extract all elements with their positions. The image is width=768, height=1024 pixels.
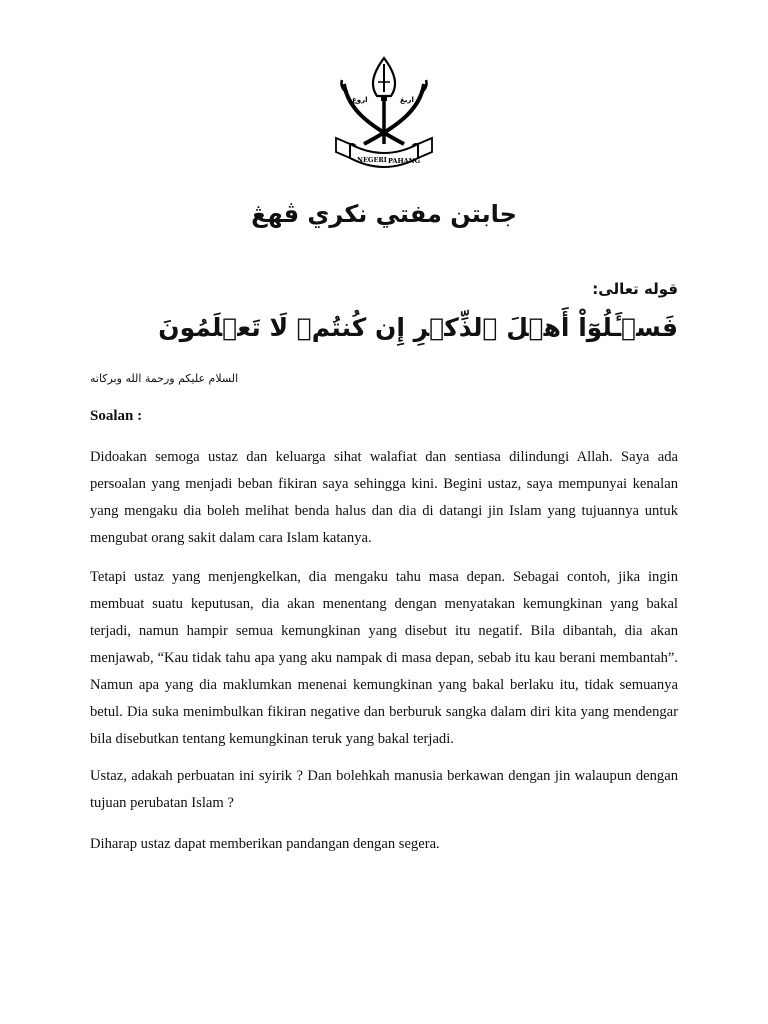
quote-intro: قوله تعالى: xyxy=(592,280,678,298)
institution-name-jawi: جابتن مفتي نكري ڤهڠ xyxy=(251,200,517,228)
question-paragraph: Diharap ustaz dapat memberikan pandangan dengan segera. xyxy=(90,836,440,852)
svg-text:NEGERI: NEGERI xyxy=(357,156,387,164)
svg-text:PAHANG: PAHANG xyxy=(388,157,421,165)
pahang-crest-logo xyxy=(330,52,438,176)
question-paragraph: Didoakan semoga ustaz dan keluarga sihat walafiat dan sentiasa dilindungi Allah. Saya ada persoalan yang menjadi beban fikiran saya sehingga kini. Begini ustaz, saya mempunyai kenalan yang mengaku dia boleh melihat benda halus dan dia di datangi jin Islam yang tujuannya untuk mengubat orang sakit dalam cara Islam katanya. xyxy=(90,449,678,546)
svg-text:اربڠ: اربڠ xyxy=(400,96,414,104)
question-paragraph: Ustaz, adakah perbuatan ini syirik ? Dan bolehkah manusia berkawan dengan jin walaupun dengan tujuan perubatan Islam ? xyxy=(90,768,678,811)
question-paragraph: Tetapi ustaz yang menjengkelkan, dia mengaku tahu masa depan. Sebagai contoh, jika ingin membuat suatu keputusan, dia akan menentang dengan menyatakan kemungkinan yang bakal terjadi, namun hampir semua kemungkinan yang disebut itu negatif. Bila dibantah, dia akan menjawab, “Kau tidak tahu apa yang aku nampak di masa depan, sebab itu kau berani membantah”. Namun apa yang dia maklumkan menenai kemungkinan yang bakal berlaku itu, tidak semuanya betul. Dia suka menimbulkan fikiran negative dan berburuk sangka dalam diri kita yang mendengar bila disebutkan tentang kemungkinan teruk yang bakal terjadi. xyxy=(90,569,678,747)
quran-verse: فَسۡـَٔلُوٓاْ أَهۡلَ ٱلذِّكۡرِ إِن كُنتُمۡ لَا تَعۡلَمُونَ xyxy=(158,313,678,342)
svg-text:اروغ: اروغ xyxy=(352,96,368,104)
question-heading: Soalan : xyxy=(90,408,143,424)
greeting: السلام عليكم ورحمة الله وبركاته xyxy=(90,372,239,385)
